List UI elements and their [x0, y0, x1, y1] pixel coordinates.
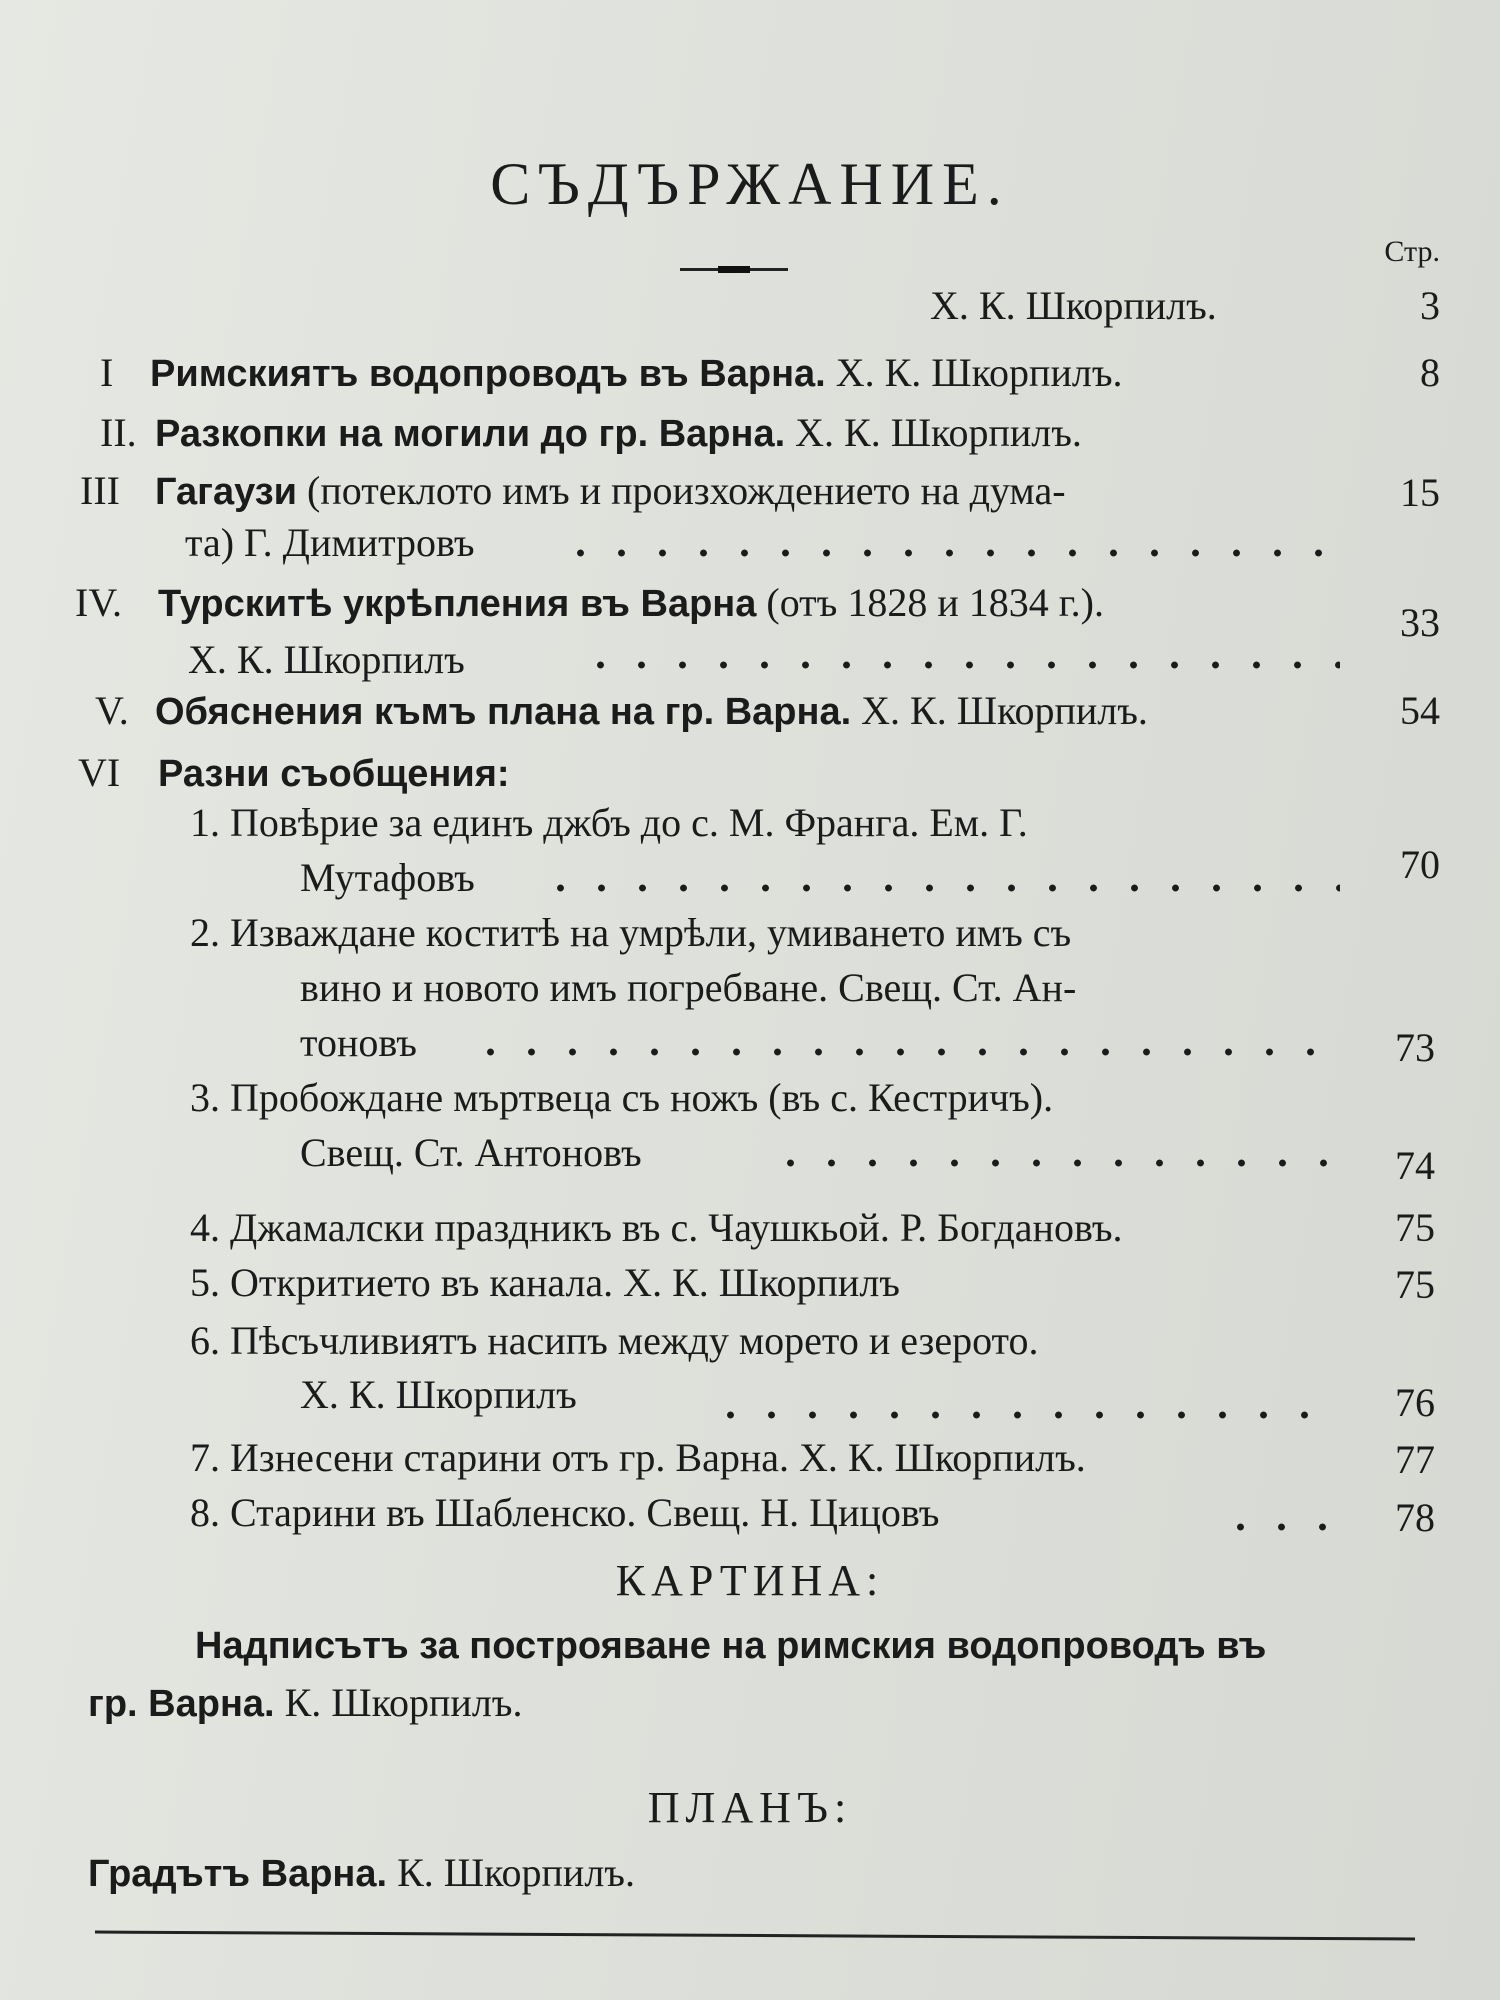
page-number: 75: [1395, 1262, 1435, 1307]
sub-entry-8: 8. Старини въ Шабленско. Свещ. Н. Цицовъ: [190, 1490, 940, 1535]
roman-numeral: IV.: [75, 580, 123, 625]
sub-entry-1: 1. Повѣрие за единъ джбъ до с. М. Франга. Ем. Г.: [190, 800, 1028, 845]
roman-numeral: VI: [78, 750, 121, 795]
sub-entry-continuation: вино и новото имъ погребване. Свещ. Ст. Ан-: [300, 965, 1077, 1010]
dot-leader: [710, 1410, 1330, 1420]
page-number: 3: [1420, 283, 1440, 328]
entry-title: Обяснения къмъ плана на гр. Варна.: [155, 691, 852, 733]
roman-numeral: III: [80, 468, 120, 513]
page-number: 74: [1395, 1143, 1435, 1188]
roman-numeral: I: [100, 350, 114, 395]
dot-leader: [560, 548, 1340, 558]
dot-leader: [470, 1047, 1330, 1057]
toc-entry-2: [155, 410, 1082, 457]
picture-caption: [195, 1622, 1266, 1669]
sub-entry-6: 6. Пѣсъчливиятъ насипъ между морето и езерото.: [190, 1318, 1039, 1363]
sub-entry-2: 2. Изваждане коститѣ на умрѣли, умиването имъ съ: [190, 910, 1072, 955]
sub-entry-3: 3. Пробождане мъртвеца съ ножъ (въ с. Кестричъ).: [190, 1075, 1054, 1120]
page-number: 78: [1395, 1495, 1435, 1540]
sub-entry-5: 5. Откритието въ канала. Х. К. Шкорпилъ: [190, 1260, 900, 1305]
entry-title: Турскитѣ укрѣпления въ Варна: [158, 583, 757, 625]
page-number: 73: [1395, 1025, 1435, 1070]
sub-entry-7: 7. Изнесени старини отъ гр. Варна. Х. К. Шкорпилъ.: [190, 1435, 1086, 1480]
entry-author: Х. К. Шкорпилъ.: [795, 410, 1082, 455]
picture-title: Надписътъ за построяване на римския водопроводъ въ: [195, 1625, 1267, 1667]
entry-title: Разкопки на могили до гр. Варна.: [155, 413, 786, 455]
entry-author: Х. К. Шкорпилъ.: [861, 688, 1148, 733]
sub-entry-continuation: Х. К. Шкорпилъ: [300, 1372, 577, 1417]
page-title: СЪДЪРЖАНИЕ.: [490, 151, 1010, 217]
toc-entry-6: [158, 750, 510, 797]
plan-caption: [88, 1850, 635, 1897]
picture-author: К. Шкорпилъ.: [284, 1680, 523, 1725]
entry-author-top: Х. К. Шкорпилъ.: [930, 283, 1217, 328]
toc-entry-5: [155, 688, 1148, 735]
dot-leader: [540, 883, 1340, 893]
toc-entry-1: [150, 350, 1123, 397]
page-number: 54: [1400, 688, 1440, 733]
toc-entry-4: [158, 580, 1104, 627]
dot-leader: [1220, 1522, 1330, 1532]
sub-entry-continuation: Мутафовъ: [300, 855, 475, 900]
picture-title-cont: гр. Варна.: [88, 1683, 275, 1725]
page-number: 15: [1400, 470, 1440, 515]
page-number: 76: [1395, 1380, 1435, 1425]
sub-entry-continuation: Свещ. Ст. Антоновъ: [300, 1130, 642, 1175]
sub-entry-4: 4. Джамалски праздникъ въ с. Чаушкьой. Р. Богдановъ.: [190, 1205, 1123, 1250]
picture-caption-continuation: [88, 1680, 522, 1727]
entry-continuation: Х. К. Шкорпилъ: [188, 637, 465, 682]
plan-author: К. Шкорпилъ.: [397, 1850, 635, 1895]
plan-title: Градътъ Варна.: [88, 1853, 388, 1895]
entry-title: Разни съобщения:: [158, 753, 510, 795]
entry-subtitle: (отъ 1828 и 1834 г.).: [766, 580, 1104, 625]
dot-leader: [580, 660, 1340, 670]
toc-entry-3: [155, 468, 1066, 515]
page-number: 8: [1420, 350, 1440, 395]
page-column-label: Стр.: [1384, 235, 1440, 268]
picture-heading: КАРТИНА:: [615, 1556, 885, 1605]
page-number: 33: [1400, 600, 1440, 645]
roman-numeral: V.: [95, 688, 129, 733]
dot-leader: [770, 1158, 1330, 1168]
entry-title: Гагаузи: [155, 471, 298, 513]
page-number: 70: [1400, 842, 1440, 887]
entry-subtitle: (потеклото имъ и произхождението на дума-: [307, 468, 1066, 513]
page-number: 75: [1395, 1205, 1435, 1250]
roman-numeral: II.: [100, 410, 137, 455]
entry-title: Римскиятъ водопроводъ въ Варна.: [150, 353, 826, 395]
sub-entry-continuation: тоновъ: [300, 1020, 417, 1065]
entry-author: Х. К. Шкорпилъ.: [835, 350, 1123, 395]
entry-continuation: та) Г. Димитровъ: [185, 520, 475, 565]
page-number: 77: [1395, 1437, 1435, 1482]
plan-heading: ПЛАНЪ:: [647, 1783, 853, 1832]
